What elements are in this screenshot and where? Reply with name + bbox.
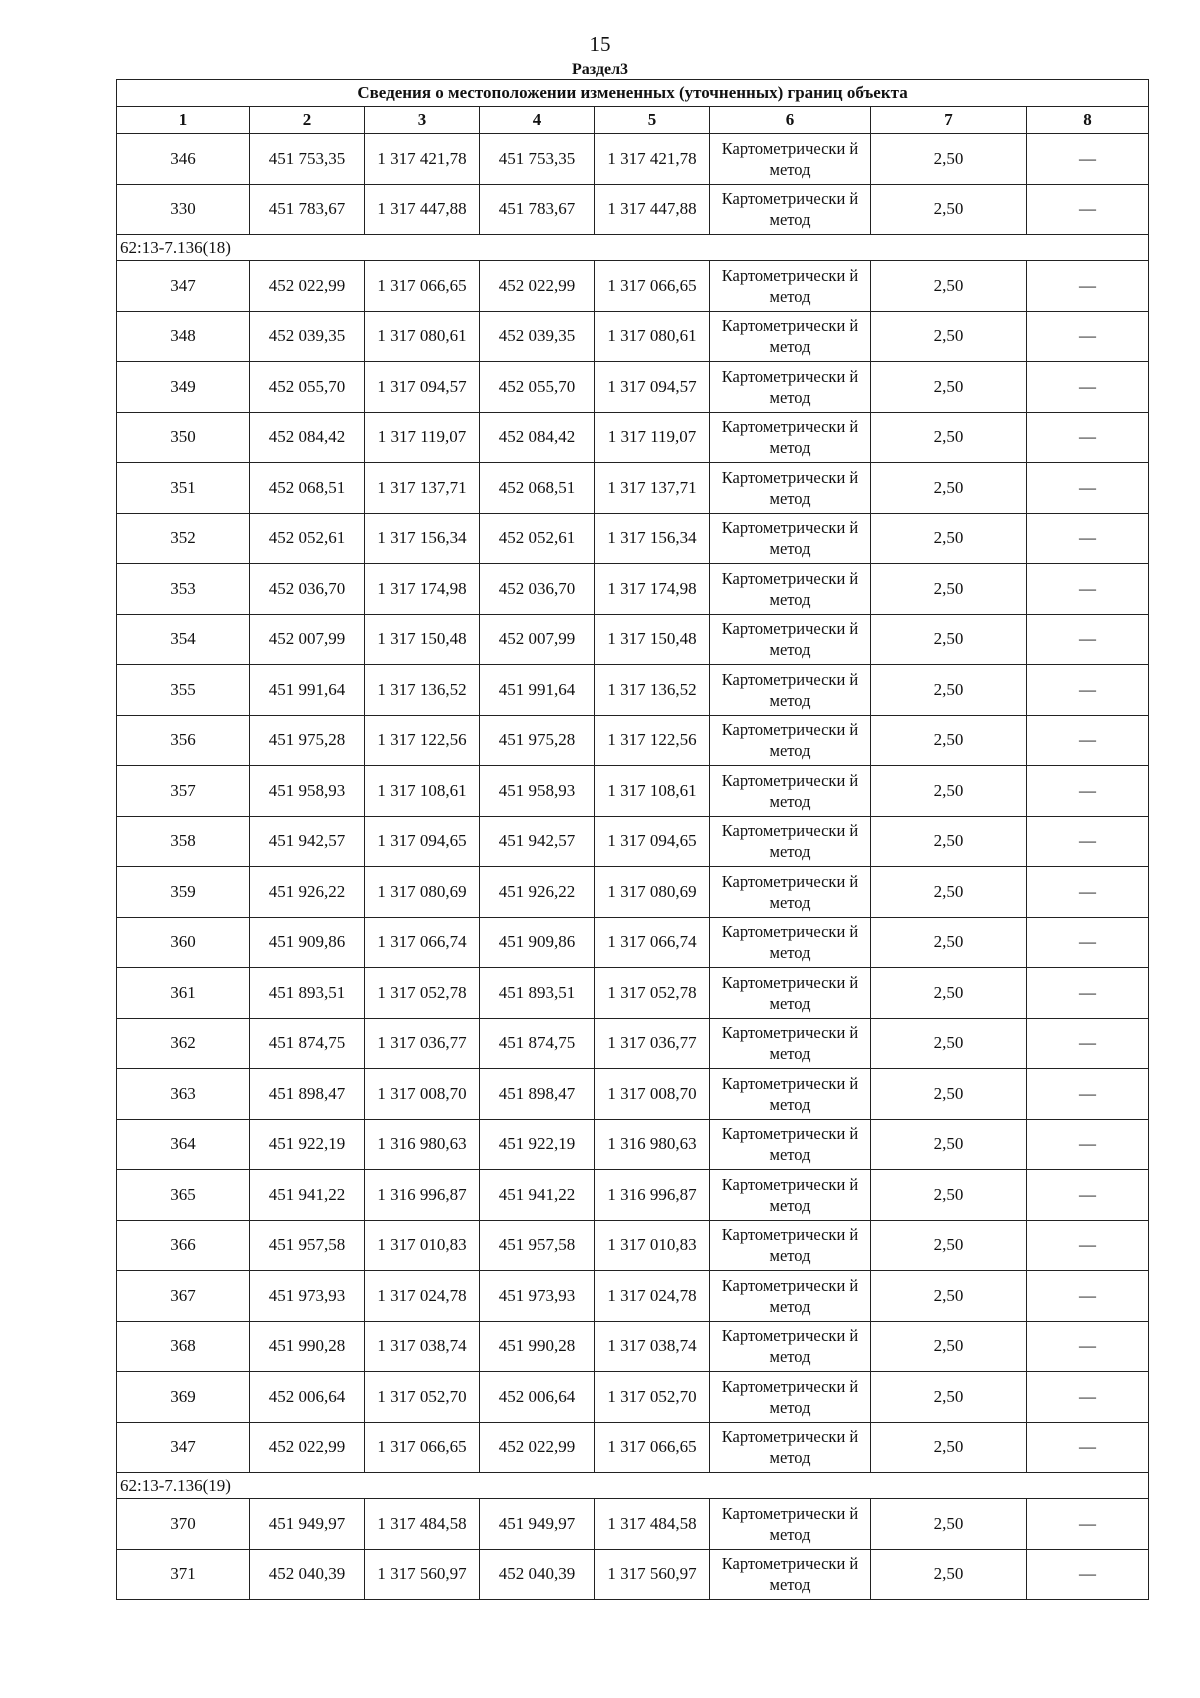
- method-cell: Картометрически й метод: [710, 412, 871, 463]
- x-coordinate-cell: 452 084,42: [250, 412, 365, 463]
- description-cell: —: [1027, 816, 1149, 867]
- x-coordinate-cell: 452 040,39: [480, 1549, 595, 1600]
- y-coordinate-cell: 1 317 484,58: [595, 1499, 710, 1550]
- description-cell: —: [1027, 1069, 1149, 1120]
- accuracy-cell: 2,50: [871, 665, 1027, 716]
- x-coordinate-cell: 451 874,75: [250, 1018, 365, 1069]
- description-cell: —: [1027, 867, 1149, 918]
- x-coordinate-cell: 451 991,64: [480, 665, 595, 716]
- point-number-cell: 347: [117, 1422, 250, 1473]
- table-row: [117, 1321, 1149, 1372]
- description-cell: —: [1027, 261, 1149, 312]
- table-row: [117, 1422, 1149, 1473]
- y-coordinate-cell: 1 317 066,65: [365, 1422, 480, 1473]
- x-coordinate-cell: 451 898,47: [250, 1069, 365, 1120]
- point-number-cell: 365: [117, 1170, 250, 1221]
- x-coordinate-cell: 451 990,28: [250, 1321, 365, 1372]
- y-coordinate-cell: 1 317 119,07: [595, 412, 710, 463]
- point-number-cell: 361: [117, 968, 250, 1019]
- point-number-cell: 330: [117, 184, 250, 235]
- accuracy-cell: 2,50: [871, 1271, 1027, 1322]
- description-cell: —: [1027, 564, 1149, 615]
- description-cell: —: [1027, 614, 1149, 665]
- y-coordinate-cell: 1 317 421,78: [365, 134, 480, 185]
- point-number-cell: 348: [117, 311, 250, 362]
- table-row: [117, 715, 1149, 766]
- point-number-cell: 356: [117, 715, 250, 766]
- y-coordinate-cell: 1 317 560,97: [365, 1549, 480, 1600]
- column-header: 3: [365, 107, 480, 134]
- y-coordinate-cell: 1 317 066,65: [365, 261, 480, 312]
- description-cell: —: [1027, 1271, 1149, 1322]
- page-number: 15: [589, 32, 611, 56]
- y-coordinate-cell: 1 317 447,88: [595, 184, 710, 235]
- x-coordinate-cell: 451 942,57: [480, 816, 595, 867]
- y-coordinate-cell: 1 317 038,74: [595, 1321, 710, 1372]
- method-cell: Картометрически й метод: [710, 261, 871, 312]
- accuracy-cell: 2,50: [871, 1170, 1027, 1221]
- x-coordinate-cell: 451 990,28: [480, 1321, 595, 1372]
- y-coordinate-cell: 1 317 010,83: [595, 1220, 710, 1271]
- table-row: [117, 766, 1149, 817]
- parcel-group-label: 62:13-7.136(19): [117, 1473, 1149, 1499]
- description-cell: —: [1027, 1119, 1149, 1170]
- column-header: 5: [595, 107, 710, 134]
- x-coordinate-cell: 451 973,93: [250, 1271, 365, 1322]
- y-coordinate-cell: 1 317 156,34: [595, 513, 710, 564]
- table-row: [117, 665, 1149, 716]
- table-row: [117, 968, 1149, 1019]
- accuracy-cell: 2,50: [871, 1069, 1027, 1120]
- column-header: 6: [710, 107, 871, 134]
- y-coordinate-cell: 1 317 136,52: [365, 665, 480, 716]
- method-cell: Картометрически й метод: [710, 766, 871, 817]
- x-coordinate-cell: 452 006,64: [250, 1372, 365, 1423]
- method-cell: Картометрически й метод: [710, 1119, 871, 1170]
- x-coordinate-cell: 451 893,51: [250, 968, 365, 1019]
- x-coordinate-cell: 452 036,70: [250, 564, 365, 615]
- point-number-cell: 364: [117, 1119, 250, 1170]
- point-number-cell: 352: [117, 513, 250, 564]
- point-number-cell: 354: [117, 614, 250, 665]
- accuracy-cell: 2,50: [871, 766, 1027, 817]
- accuracy-cell: 2,50: [871, 184, 1027, 235]
- y-coordinate-cell: 1 317 080,61: [595, 311, 710, 362]
- y-coordinate-cell: 1 316 980,63: [365, 1119, 480, 1170]
- y-coordinate-cell: 1 317 010,83: [365, 1220, 480, 1271]
- y-coordinate-cell: 1 317 150,48: [595, 614, 710, 665]
- method-cell: Картометрически й метод: [710, 362, 871, 413]
- method-cell: Картометрически й метод: [710, 1170, 871, 1221]
- parcel-group-label: 62:13-7.136(18): [117, 235, 1149, 261]
- accuracy-cell: 2,50: [871, 816, 1027, 867]
- point-number-cell: 360: [117, 917, 250, 968]
- x-coordinate-cell: 452 007,99: [250, 614, 365, 665]
- table-row: [117, 1018, 1149, 1069]
- table-row: [117, 412, 1149, 463]
- y-coordinate-cell: 1 317 447,88: [365, 184, 480, 235]
- y-coordinate-cell: 1 317 174,98: [595, 564, 710, 615]
- y-coordinate-cell: 1 317 136,52: [595, 665, 710, 716]
- accuracy-cell: 2,50: [871, 1321, 1027, 1372]
- y-coordinate-cell: 1 317 137,71: [365, 463, 480, 514]
- method-cell: Картометрически й метод: [710, 513, 871, 564]
- column-header: 4: [480, 107, 595, 134]
- x-coordinate-cell: 451 922,19: [480, 1119, 595, 1170]
- table-row: [117, 184, 1149, 235]
- x-coordinate-cell: 452 052,61: [250, 513, 365, 564]
- point-number-cell: 355: [117, 665, 250, 716]
- description-cell: —: [1027, 1499, 1149, 1550]
- y-coordinate-cell: 1 317 122,56: [595, 715, 710, 766]
- boundary-coordinates-table: [116, 79, 1149, 1600]
- y-coordinate-cell: 1 317 036,77: [595, 1018, 710, 1069]
- table-row: [117, 1170, 1149, 1221]
- method-cell: Картометрически й метод: [710, 1372, 871, 1423]
- description-cell: —: [1027, 1170, 1149, 1221]
- point-number-cell: 363: [117, 1069, 250, 1120]
- x-coordinate-cell: 452 039,35: [480, 311, 595, 362]
- x-coordinate-cell: 451 909,86: [250, 917, 365, 968]
- method-cell: Картометрически й метод: [710, 1422, 871, 1473]
- x-coordinate-cell: 451 957,58: [250, 1220, 365, 1271]
- y-coordinate-cell: 1 317 008,70: [595, 1069, 710, 1120]
- accuracy-cell: 2,50: [871, 1499, 1027, 1550]
- point-number-cell: 369: [117, 1372, 250, 1423]
- table-row: [117, 1372, 1149, 1423]
- group-header-row: [117, 1473, 1149, 1499]
- x-coordinate-cell: 451 958,93: [480, 766, 595, 817]
- x-coordinate-cell: 452 022,99: [480, 1422, 595, 1473]
- description-cell: —: [1027, 968, 1149, 1019]
- x-coordinate-cell: 452 040,39: [250, 1549, 365, 1600]
- description-cell: —: [1027, 665, 1149, 716]
- accuracy-cell: 2,50: [871, 362, 1027, 413]
- table-row: [117, 134, 1149, 185]
- x-coordinate-cell: 451 926,22: [250, 867, 365, 918]
- y-coordinate-cell: 1 317 066,65: [595, 261, 710, 312]
- description-cell: —: [1027, 463, 1149, 514]
- group-header-row: [117, 235, 1149, 261]
- point-number-cell: 349: [117, 362, 250, 413]
- description-cell: —: [1027, 1422, 1149, 1473]
- method-cell: Картометрически й метод: [710, 816, 871, 867]
- method-cell: Картометрически й метод: [710, 1499, 871, 1550]
- x-coordinate-cell: 452 068,51: [250, 463, 365, 514]
- method-cell: Картометрически й метод: [710, 917, 871, 968]
- table-caption: Сведения о местоположении измененных (уточненных) границ объекта: [117, 80, 1149, 107]
- x-coordinate-cell: 451 753,35: [250, 134, 365, 185]
- description-cell: —: [1027, 1018, 1149, 1069]
- table-row: [117, 1119, 1149, 1170]
- description-cell: —: [1027, 715, 1149, 766]
- accuracy-cell: 2,50: [871, 867, 1027, 918]
- method-cell: Картометрически й метод: [710, 1220, 871, 1271]
- y-coordinate-cell: 1 317 036,77: [365, 1018, 480, 1069]
- method-cell: Картометрически й метод: [710, 867, 871, 918]
- table-row: [117, 1549, 1149, 1600]
- y-coordinate-cell: 1 317 174,98: [365, 564, 480, 615]
- table-body: [117, 134, 1149, 1600]
- method-cell: Картометрически й метод: [710, 463, 871, 514]
- method-cell: Картометрически й метод: [710, 614, 871, 665]
- x-coordinate-cell: 451 898,47: [480, 1069, 595, 1120]
- method-cell: Картометрически й метод: [710, 564, 871, 615]
- accuracy-cell: 2,50: [871, 564, 1027, 615]
- table-row: [117, 261, 1149, 312]
- accuracy-cell: 2,50: [871, 1220, 1027, 1271]
- x-coordinate-cell: 451 783,67: [480, 184, 595, 235]
- accuracy-cell: 2,50: [871, 1119, 1027, 1170]
- point-number-cell: 350: [117, 412, 250, 463]
- column-header: 8: [1027, 107, 1149, 134]
- y-coordinate-cell: 1 317 122,56: [365, 715, 480, 766]
- method-cell: Картометрически й метод: [710, 184, 871, 235]
- x-coordinate-cell: 451 975,28: [480, 715, 595, 766]
- accuracy-cell: 2,50: [871, 134, 1027, 185]
- point-number-cell: 346: [117, 134, 250, 185]
- x-coordinate-cell: 451 949,97: [480, 1499, 595, 1550]
- method-cell: Картометрически й метод: [710, 665, 871, 716]
- x-coordinate-cell: 451 991,64: [250, 665, 365, 716]
- x-coordinate-cell: 451 941,22: [480, 1170, 595, 1221]
- table-row: [117, 362, 1149, 413]
- point-number-cell: 367: [117, 1271, 250, 1322]
- x-coordinate-cell: 451 942,57: [250, 816, 365, 867]
- accuracy-cell: 2,50: [871, 311, 1027, 362]
- accuracy-cell: 2,50: [871, 261, 1027, 312]
- y-coordinate-cell: 1 317 484,58: [365, 1499, 480, 1550]
- accuracy-cell: 2,50: [871, 1422, 1027, 1473]
- section-title: Раздел3: [571, 61, 629, 78]
- accuracy-cell: 2,50: [871, 917, 1027, 968]
- x-coordinate-cell: 452 022,99: [480, 261, 595, 312]
- x-coordinate-cell: 451 949,97: [250, 1499, 365, 1550]
- x-coordinate-cell: 452 039,35: [250, 311, 365, 362]
- y-coordinate-cell: 1 317 421,78: [595, 134, 710, 185]
- method-cell: Картометрически й метод: [710, 968, 871, 1019]
- point-number-cell: 368: [117, 1321, 250, 1372]
- column-header: 7: [871, 107, 1027, 134]
- description-cell: —: [1027, 1220, 1149, 1271]
- table-row: [117, 564, 1149, 615]
- y-coordinate-cell: 1 317 052,78: [365, 968, 480, 1019]
- y-coordinate-cell: 1 317 094,57: [365, 362, 480, 413]
- x-coordinate-cell: 451 783,67: [250, 184, 365, 235]
- description-cell: —: [1027, 184, 1149, 235]
- y-coordinate-cell: 1 317 080,69: [365, 867, 480, 918]
- y-coordinate-cell: 1 317 008,70: [365, 1069, 480, 1120]
- description-cell: —: [1027, 362, 1149, 413]
- y-coordinate-cell: 1 317 080,61: [365, 311, 480, 362]
- description-cell: —: [1027, 1549, 1149, 1600]
- x-coordinate-cell: 452 052,61: [480, 513, 595, 564]
- x-coordinate-cell: 452 084,42: [480, 412, 595, 463]
- x-coordinate-cell: 451 958,93: [250, 766, 365, 817]
- y-coordinate-cell: 1 317 094,57: [595, 362, 710, 413]
- x-coordinate-cell: 452 055,70: [480, 362, 595, 413]
- accuracy-cell: 2,50: [871, 1372, 1027, 1423]
- accuracy-cell: 2,50: [871, 715, 1027, 766]
- y-coordinate-cell: 1 317 119,07: [365, 412, 480, 463]
- y-coordinate-cell: 1 317 137,71: [595, 463, 710, 514]
- accuracy-cell: 2,50: [871, 513, 1027, 564]
- accuracy-cell: 2,50: [871, 1549, 1027, 1600]
- description-cell: —: [1027, 134, 1149, 185]
- table-row: [117, 1220, 1149, 1271]
- y-coordinate-cell: 1 317 094,65: [595, 816, 710, 867]
- point-number-cell: 370: [117, 1499, 250, 1550]
- description-cell: —: [1027, 311, 1149, 362]
- x-coordinate-cell: 452 055,70: [250, 362, 365, 413]
- table-row: [117, 463, 1149, 514]
- x-coordinate-cell: 452 068,51: [480, 463, 595, 514]
- y-coordinate-cell: 1 317 108,61: [595, 766, 710, 817]
- table-row: [117, 917, 1149, 968]
- accuracy-cell: 2,50: [871, 412, 1027, 463]
- method-cell: Картометрически й метод: [710, 1549, 871, 1600]
- x-coordinate-cell: 452 022,99: [250, 1422, 365, 1473]
- x-coordinate-cell: 451 975,28: [250, 715, 365, 766]
- point-number-cell: 351: [117, 463, 250, 514]
- table-row: [117, 816, 1149, 867]
- column-header: 1: [117, 107, 250, 134]
- y-coordinate-cell: 1 316 996,87: [365, 1170, 480, 1221]
- x-coordinate-cell: 451 922,19: [250, 1119, 365, 1170]
- y-coordinate-cell: 1 317 156,34: [365, 513, 480, 564]
- column-header-row: [117, 107, 1149, 134]
- y-coordinate-cell: 1 317 052,70: [595, 1372, 710, 1423]
- x-coordinate-cell: 452 006,64: [480, 1372, 595, 1423]
- description-cell: —: [1027, 513, 1149, 564]
- method-cell: Картометрически й метод: [710, 1321, 871, 1372]
- table-row: [117, 311, 1149, 362]
- method-cell: Картометрически й метод: [710, 134, 871, 185]
- y-coordinate-cell: 1 317 560,97: [595, 1549, 710, 1600]
- x-coordinate-cell: 451 893,51: [480, 968, 595, 1019]
- point-number-cell: 359: [117, 867, 250, 918]
- x-coordinate-cell: 451 973,93: [480, 1271, 595, 1322]
- method-cell: Картометрически й метод: [710, 1069, 871, 1120]
- y-coordinate-cell: 1 316 980,63: [595, 1119, 710, 1170]
- point-number-cell: 353: [117, 564, 250, 615]
- column-header: 2: [250, 107, 365, 134]
- y-coordinate-cell: 1 317 108,61: [365, 766, 480, 817]
- y-coordinate-cell: 1 317 066,74: [595, 917, 710, 968]
- point-number-cell: 347: [117, 261, 250, 312]
- method-cell: Картометрически й метод: [710, 311, 871, 362]
- accuracy-cell: 2,50: [871, 614, 1027, 665]
- description-cell: —: [1027, 412, 1149, 463]
- y-coordinate-cell: 1 317 094,65: [365, 816, 480, 867]
- accuracy-cell: 2,50: [871, 968, 1027, 1019]
- y-coordinate-cell: 1 317 066,65: [595, 1422, 710, 1473]
- point-number-cell: 362: [117, 1018, 250, 1069]
- y-coordinate-cell: 1 317 024,78: [595, 1271, 710, 1322]
- table-row: [117, 1069, 1149, 1120]
- table-row: [117, 1271, 1149, 1322]
- method-cell: Картометрически й метод: [710, 1271, 871, 1322]
- accuracy-cell: 2,50: [871, 463, 1027, 514]
- point-number-cell: 371: [117, 1549, 250, 1600]
- description-cell: —: [1027, 766, 1149, 817]
- x-coordinate-cell: 451 909,86: [480, 917, 595, 968]
- x-coordinate-cell: 452 007,99: [480, 614, 595, 665]
- point-number-cell: 357: [117, 766, 250, 817]
- accuracy-cell: 2,50: [871, 1018, 1027, 1069]
- y-coordinate-cell: 1 317 052,78: [595, 968, 710, 1019]
- x-coordinate-cell: 451 941,22: [250, 1170, 365, 1221]
- x-coordinate-cell: 451 926,22: [480, 867, 595, 918]
- x-coordinate-cell: 452 022,99: [250, 261, 365, 312]
- y-coordinate-cell: 1 317 150,48: [365, 614, 480, 665]
- method-cell: Картометрически й метод: [710, 1018, 871, 1069]
- y-coordinate-cell: 1 317 038,74: [365, 1321, 480, 1372]
- table-row: [117, 867, 1149, 918]
- point-number-cell: 358: [117, 816, 250, 867]
- x-coordinate-cell: 451 957,58: [480, 1220, 595, 1271]
- table-row: [117, 513, 1149, 564]
- description-cell: —: [1027, 917, 1149, 968]
- y-coordinate-cell: 1 317 024,78: [365, 1271, 480, 1322]
- description-cell: —: [1027, 1321, 1149, 1372]
- point-number-cell: 366: [117, 1220, 250, 1271]
- description-cell: —: [1027, 1372, 1149, 1423]
- y-coordinate-cell: 1 317 066,74: [365, 917, 480, 968]
- x-coordinate-cell: 452 036,70: [480, 564, 595, 615]
- y-coordinate-cell: 1 317 052,70: [365, 1372, 480, 1423]
- x-coordinate-cell: 451 753,35: [480, 134, 595, 185]
- y-coordinate-cell: 1 317 080,69: [595, 867, 710, 918]
- method-cell: Картометрически й метод: [710, 715, 871, 766]
- table-row: [117, 1499, 1149, 1550]
- y-coordinate-cell: 1 316 996,87: [595, 1170, 710, 1221]
- table-row: [117, 614, 1149, 665]
- x-coordinate-cell: 451 874,75: [480, 1018, 595, 1069]
